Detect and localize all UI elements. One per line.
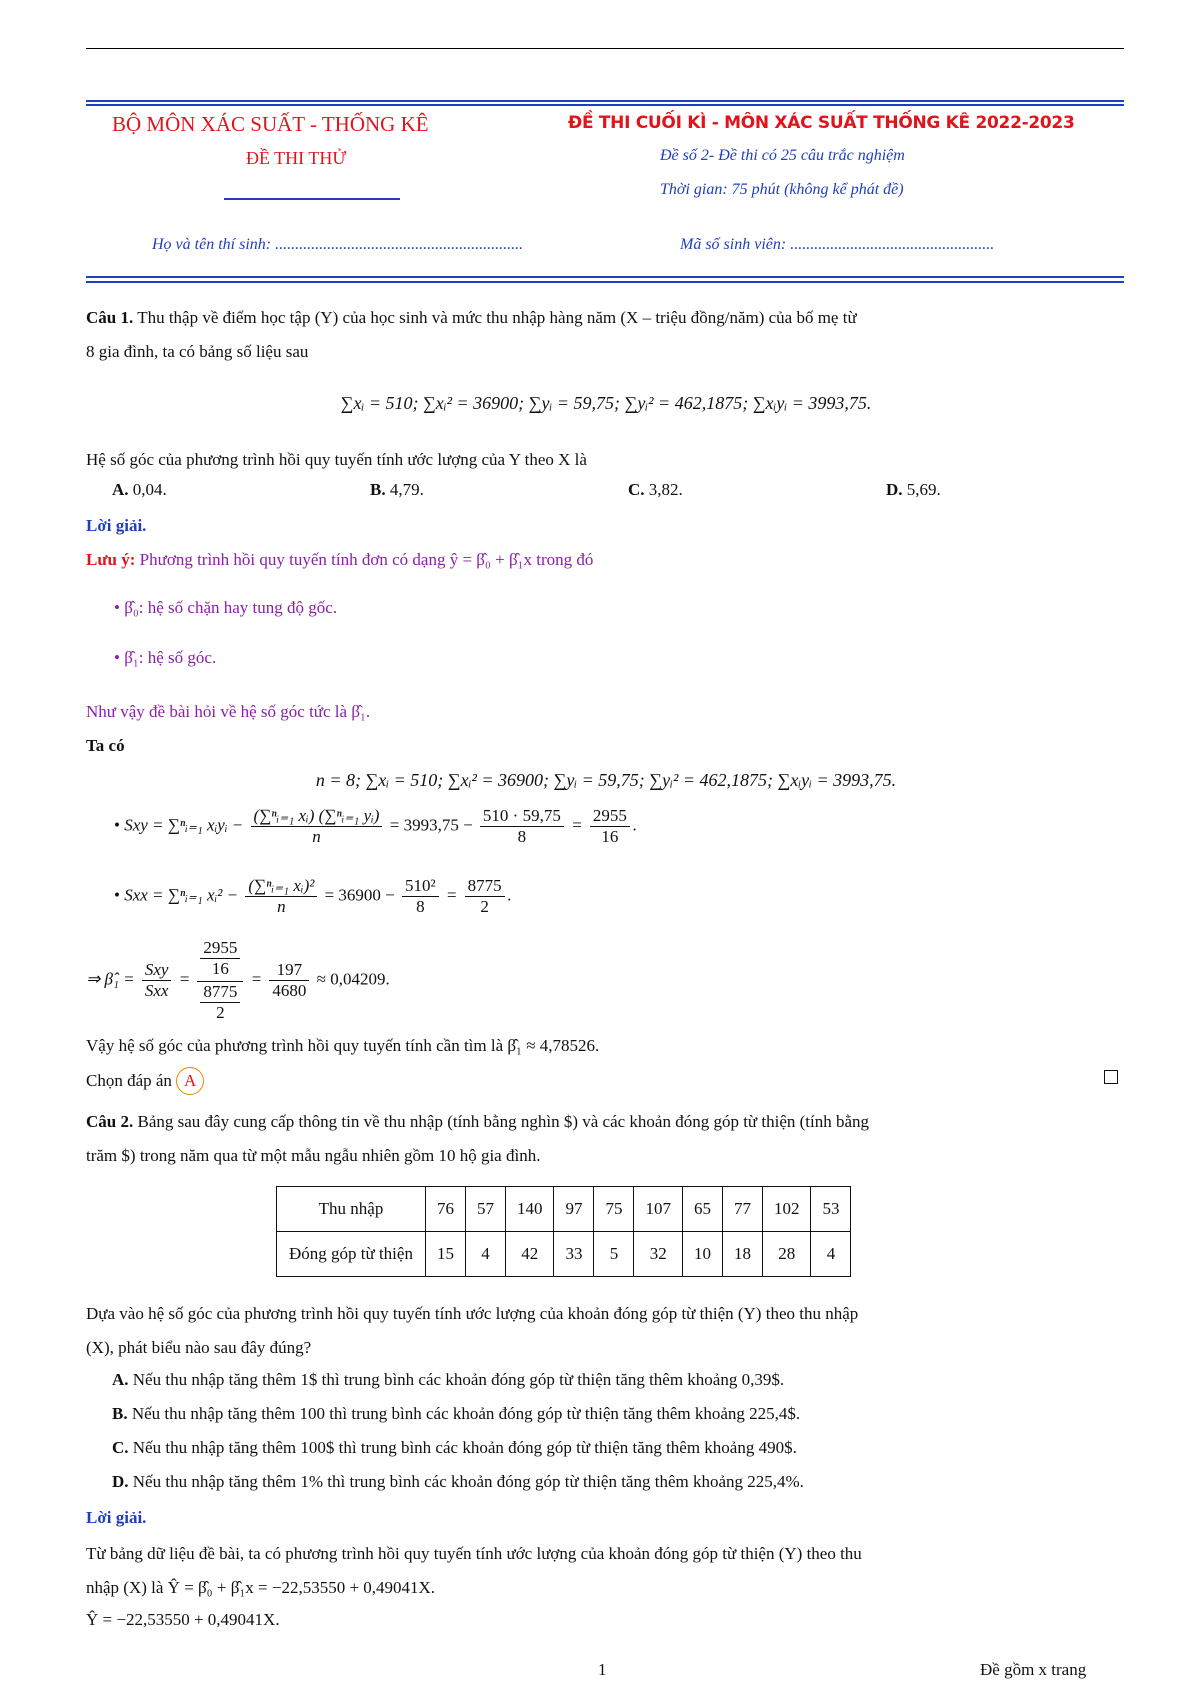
q1-bullet-2: • β̂₁: hệ số góc. <box>114 648 217 667</box>
bullet-dot: • <box>114 598 120 617</box>
table-cell: 10 <box>682 1232 722 1277</box>
sxy-fraction-3: $\frac{2955}{16}$ <box>590 806 630 847</box>
exam-duration: Thời gian: 75 phút (không kể phát đề) <box>660 181 904 198</box>
table-row-donation <box>277 1232 851 1277</box>
student-id-field[interactable]: Mã số sinh viên: ................................................... <box>680 236 995 253</box>
table-cell: 53 <box>811 1187 851 1232</box>
table-cell: 107 <box>634 1187 683 1232</box>
header-top-rule <box>86 100 1124 102</box>
q2-solution-line3: Ŷ = −22,53550 + 0,49041X. <box>86 1610 280 1629</box>
q2-text-line1 <box>86 1110 1126 1134</box>
q1-option-c[interactable]: C. 3,82. <box>628 480 683 499</box>
beta-fraction-1: $\frac{\text{Sxy}}{\text{Sxx}}$ <box>142 960 172 1001</box>
q1-data-formula: ∑xᵢ = 510; ∑xᵢ² = 36900; ∑yᵢ = 59,75; ∑yᵢ² = 462,1875; ∑xᵢyᵢ = 3993,75. <box>340 393 872 413</box>
mock-exam-label: ĐỀ THI THỬ <box>246 148 347 168</box>
q2-data-table <box>276 1186 851 1277</box>
q1-so-text: Như vậy đề bài hỏi về hệ số góc tức là β̂₁. <box>86 702 371 721</box>
bullet-dot: • <box>114 815 120 835</box>
sxx-fraction-1: $\frac{\text{(∑ⁿᵢ₌₁ xᵢ)²}}{n}$ <box>245 876 317 917</box>
q2-option-c[interactable]: C. Nếu thu nhập tăng thêm 100$ thì trung bình các khoản đóng góp từ thiện tăng thêm khoảng 490$. <box>112 1438 797 1457</box>
table-cell: 77 <box>722 1187 762 1232</box>
header-bottom-rule-2 <box>86 281 1124 283</box>
q2-question-line2: (X), phát biểu nào sau đây đúng? <box>86 1338 312 1357</box>
header-bottom-rule <box>86 276 1124 278</box>
sxy-fraction-2: $\frac{510 \cdot 59,75}{8}$ <box>480 806 564 847</box>
beta-fraction-3: $\frac{197}{4680}$ <box>269 960 309 1001</box>
q1-solution-label: Lời giải. <box>86 516 147 535</box>
table-cell: 75 <box>594 1187 634 1232</box>
table-row-label: Thu nhập <box>277 1187 426 1232</box>
table-cell: 15 <box>425 1232 465 1277</box>
note-label: Lưu ý: <box>86 550 136 569</box>
table-cell: 4 <box>811 1232 851 1277</box>
department-name: BỘ MÔN XÁC SUẤT - THỐNG KÊ <box>112 112 429 136</box>
q1-conclusion: Vậy hệ số góc của phương trình hồi quy tuyến tính cần tìm là β̂₁ ≈ 4,78526. <box>86 1036 600 1055</box>
mock-exam-underline <box>224 198 400 200</box>
table-cell: 4 <box>465 1232 505 1277</box>
page-number: 1 <box>598 1660 607 1679</box>
sxx-formula: • Sxx = ∑ⁿᵢ₌₁ xᵢ² − $\frac{\text{(∑ⁿᵢ₌₁ xᵢ)²}}{n}$ = 36900 − $\frac{\text{510²}}{8}$ = $\frac{8775}{2}$ . <box>114 876 512 916</box>
sxx-fraction-2: $\frac{\text{510²}}{8}$ <box>402 876 439 917</box>
table-cell: 5 <box>594 1232 634 1277</box>
q2-solution-label: Lời giải. <box>86 1508 147 1527</box>
table-cell: 140 <box>505 1187 554 1232</box>
sxx-fraction-3: $\frac{8775}{2}$ <box>465 876 505 917</box>
q1-note <box>86 548 1126 572</box>
beta-formula: ⇒ β̂₁ = $\frac{\text{Sxy}}{\text{Sxx}}$ = $\frac{\frac{2955}{16}}{\frac{8775}{2}}$ = $\frac{197}{4680}$ ≈ 0,04209. <box>86 938 390 1022</box>
bullet-dot: • <box>114 648 120 667</box>
table-cell: 28 <box>762 1232 811 1277</box>
table-cell: 18 <box>722 1232 762 1277</box>
table-cell: 32 <box>634 1232 683 1277</box>
pages-note: Đề gồm x trang <box>980 1660 1087 1679</box>
q1-question: Hệ số góc của phương trình hồi quy tuyến tính ước lượng của Y theo X là <box>86 450 587 469</box>
q2-text-line2: trăm $) trong năm qua từ một mẫu ngẫu nhiên gồm 10 hộ gia đình. <box>86 1146 541 1165</box>
qed-square <box>1104 1070 1118 1084</box>
beta-fraction-2: $\frac{\frac{2955}{16}}{\frac{8775}{2}}$ <box>197 938 243 1023</box>
top-rule <box>86 48 1124 49</box>
exam-code: Đề số 2- Đề thi có 25 câu trắc nghiệm <box>660 147 905 164</box>
q2-option-b[interactable]: B. Nếu thu nhập tăng thêm 100 thì trung bình các khoản đóng góp từ thiện tăng thêm khoảng 225,4$. <box>112 1404 801 1423</box>
q2-solution-line1: Từ bảng dữ liệu đề bài, ta có phương trình hồi quy tuyến tính ước lượng của khoản đóng góp từ thiện (Y) theo thu <box>86 1544 862 1563</box>
q1-ta-co: Ta có <box>86 736 125 755</box>
exam-title: ĐỀ THI CUỐI KÌ - MÔN XÁC SUẤT THỐNG KÊ 2022-2023 <box>568 113 1075 133</box>
table-cell: 33 <box>554 1232 594 1277</box>
table-row-income <box>277 1187 851 1232</box>
header-top-rule-2 <box>86 104 1124 106</box>
q2-question-line1: Dựa vào hệ số góc của phương trình hồi quy tuyến tính ước lượng của khoản đóng góp từ thiện (Y) theo thu nhập <box>86 1304 859 1323</box>
table-cell: 57 <box>465 1187 505 1232</box>
q2-solution-line2: nhập (X) là Ŷ = β̂₀ + β̂₁x = −22,53550 + 0,49041X. <box>86 1578 436 1597</box>
q1-text: Thu thập về điểm học tập (Y) của học sinh và mức thu nhập hàng năm (X – triệu đồng/năm) của bố mẹ từ <box>137 308 857 327</box>
bullet-dot: • <box>114 885 120 905</box>
q1-text-line1 <box>86 306 1126 330</box>
table-cell: 76 <box>425 1187 465 1232</box>
student-name-field[interactable]: Họ và tên thí sinh: .............................................................. <box>152 236 524 253</box>
q2-label: Câu 2. <box>86 1112 134 1131</box>
q1-bullet-1: • β̂₀: hệ số chặn hay tung độ gốc. <box>114 598 338 617</box>
q2-text: Bảng sau đây cung cấp thông tin về thu nhập (tính bằng nghìn $) và các khoản đóng góp từ thiện (tính bằng <box>137 1112 870 1131</box>
q1-given-formula: n = 8; ∑xᵢ = 510; ∑xᵢ² = 36900; ∑yᵢ = 59,75; ∑yᵢ² = 462,1875; ∑xᵢyᵢ = 3993,75. <box>315 770 897 790</box>
q1-choose: Chọn đáp án A <box>86 1067 1126 1095</box>
q1-option-b[interactable]: B. 4,79. <box>370 480 424 499</box>
q1-option-a[interactable]: A. 0,04. <box>112 480 167 499</box>
q2-option-a[interactable]: A. Nếu thu nhập tăng thêm 1$ thì trung bình các khoản đóng góp từ thiện tăng thêm khoảng 0,39$. <box>112 1370 785 1389</box>
q1-label: Câu 1. <box>86 308 134 327</box>
table-cell: 97 <box>554 1187 594 1232</box>
answer-circle: A <box>176 1067 204 1095</box>
table-cell: 65 <box>682 1187 722 1232</box>
q1-text-line2: 8 gia đình, ta có bảng số liệu sau <box>86 342 309 361</box>
table-cell: 102 <box>762 1187 811 1232</box>
note-text: Phương trình hồi quy tuyến tính đơn có dạng ŷ = β̂₀ + β̂₁x trong đó <box>139 550 594 569</box>
q2-option-d[interactable]: D. Nếu thu nhập tăng thêm 1% thì trung bình các khoản đóng góp từ thiện tăng thêm khoảng 225,4%. <box>112 1472 804 1491</box>
q1-option-d[interactable]: D. 5,69. <box>886 480 941 499</box>
table-row-label: Đóng góp từ thiện <box>277 1232 426 1277</box>
sxy-formula: • Sxy = ∑ⁿᵢ₌₁ xᵢyᵢ − $\frac{\text{(∑ⁿᵢ₌₁ xᵢ) (∑ⁿᵢ₌₁ yᵢ)}}{n}$ = 3993,75 − $\frac{510 \cdot 59,75}{8}$ = $\frac{2955}{16}$ . <box>114 806 638 846</box>
table-cell: 42 <box>505 1232 554 1277</box>
sxy-fraction-1: $\frac{\text{(∑ⁿᵢ₌₁ xᵢ) (∑ⁿᵢ₌₁ yᵢ)}}{n}$ <box>251 806 383 847</box>
